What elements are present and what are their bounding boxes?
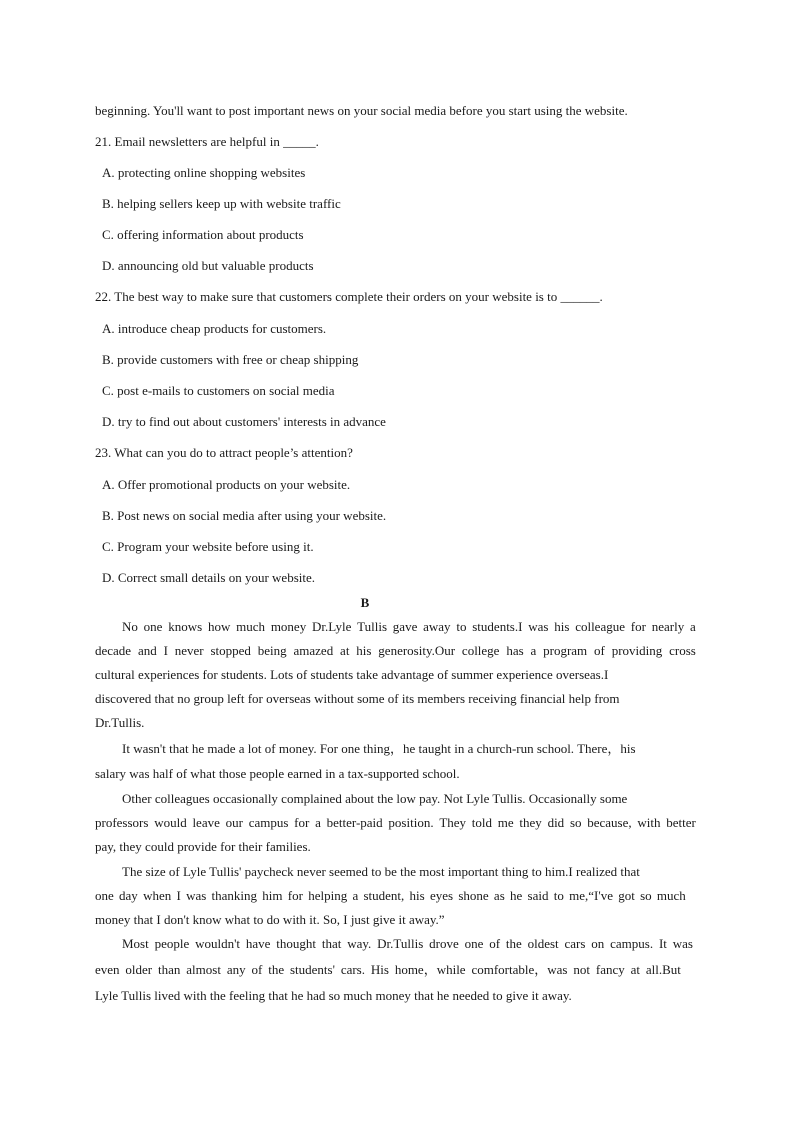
passage-line: money that I don't know what to do with it. So, I just give it away.” [95,912,445,927]
q22-option-c: C. post e-mails to customers on social media [102,383,335,398]
question-22-stem: 22. The best way to make sure that customers complete their orders on your website is to ______. [95,289,603,304]
passage-line: salary was half of what those people earned in a tax-supported school. [95,766,460,781]
passage-line: pay, they could provide for their families. [95,839,311,854]
q21-option-c: C. offering information about products [102,227,304,242]
passage-line: even older than almost any of the students' cars. His home，while comfortable，was not fancy at all.But [95,962,681,977]
q22-option-d: D. try to find out about customers' interests in advance [102,414,386,429]
intro-tail-line: beginning. You'll want to post important news on your social media before you start using the website. [95,103,628,118]
passage-line: Dr.Tullis. [95,715,145,730]
q23-option-c: C. Program your website before using it. [102,539,314,554]
passage-line: It wasn't that he made a lot of money. For one thing，he taught in a church-run school. There，his [122,741,636,756]
q23-option-b: B. Post news on social media after using your website. [102,508,387,523]
question-23-stem: 23. What can you do to attract people’s attention? [95,445,353,460]
q21-option-b: B. helping sellers keep up with website traffic [102,196,341,211]
q23-option-a: A. Offer promotional products on your website. [102,477,351,492]
question-21-stem: 21. Email newsletters are helpful in _____. [95,134,319,149]
q22-option-b: B. provide customers with free or cheap shipping [102,352,359,367]
passage-line: Other colleagues occasionally complained about the low pay. Not Lyle Tullis. Occasionally some [122,791,628,806]
q21-option-a: A. protecting online shopping websites [102,165,306,180]
passage-line: discovered that no group left for overseas without some of its members receiving financial help from [95,691,620,706]
q23-option-d: D. Correct small details on your website. [102,570,316,585]
passage-line: Lyle Tullis lived with the feeling that he had so much money that he needed to give it away. [95,988,572,1003]
q21-option-d: D. announcing old but valuable products [102,258,314,273]
passage-b-heading: B [360,595,370,610]
passage-line: cultural experiences for students. Lots of students take advantage of summer experience overseas.I [95,667,609,682]
passage-line: The size of Lyle Tullis' paycheck never seemed to be the most important thing to him.I realized that [122,864,640,879]
passage-line: decade and I never stopped being amazed at his generosity.Our college has a program of providing cross [95,643,696,658]
passage-line: one day when I was thanking him for helping a student, his eyes shone as he said to me,“I've got so much [95,888,686,903]
passage-line: Most people wouldn't have thought that way. Dr.Tullis drove one of the oldest cars on campus. It was [122,936,693,951]
passage-line: professors would leave our campus for a better-paid position. They told me they did so because, with better [95,815,696,830]
q22-option-a: A. introduce cheap products for customers. [102,321,327,336]
passage-line: No one knows how much money Dr.Lyle Tullis gave away to students.I was his colleague for nearly a [122,619,696,634]
